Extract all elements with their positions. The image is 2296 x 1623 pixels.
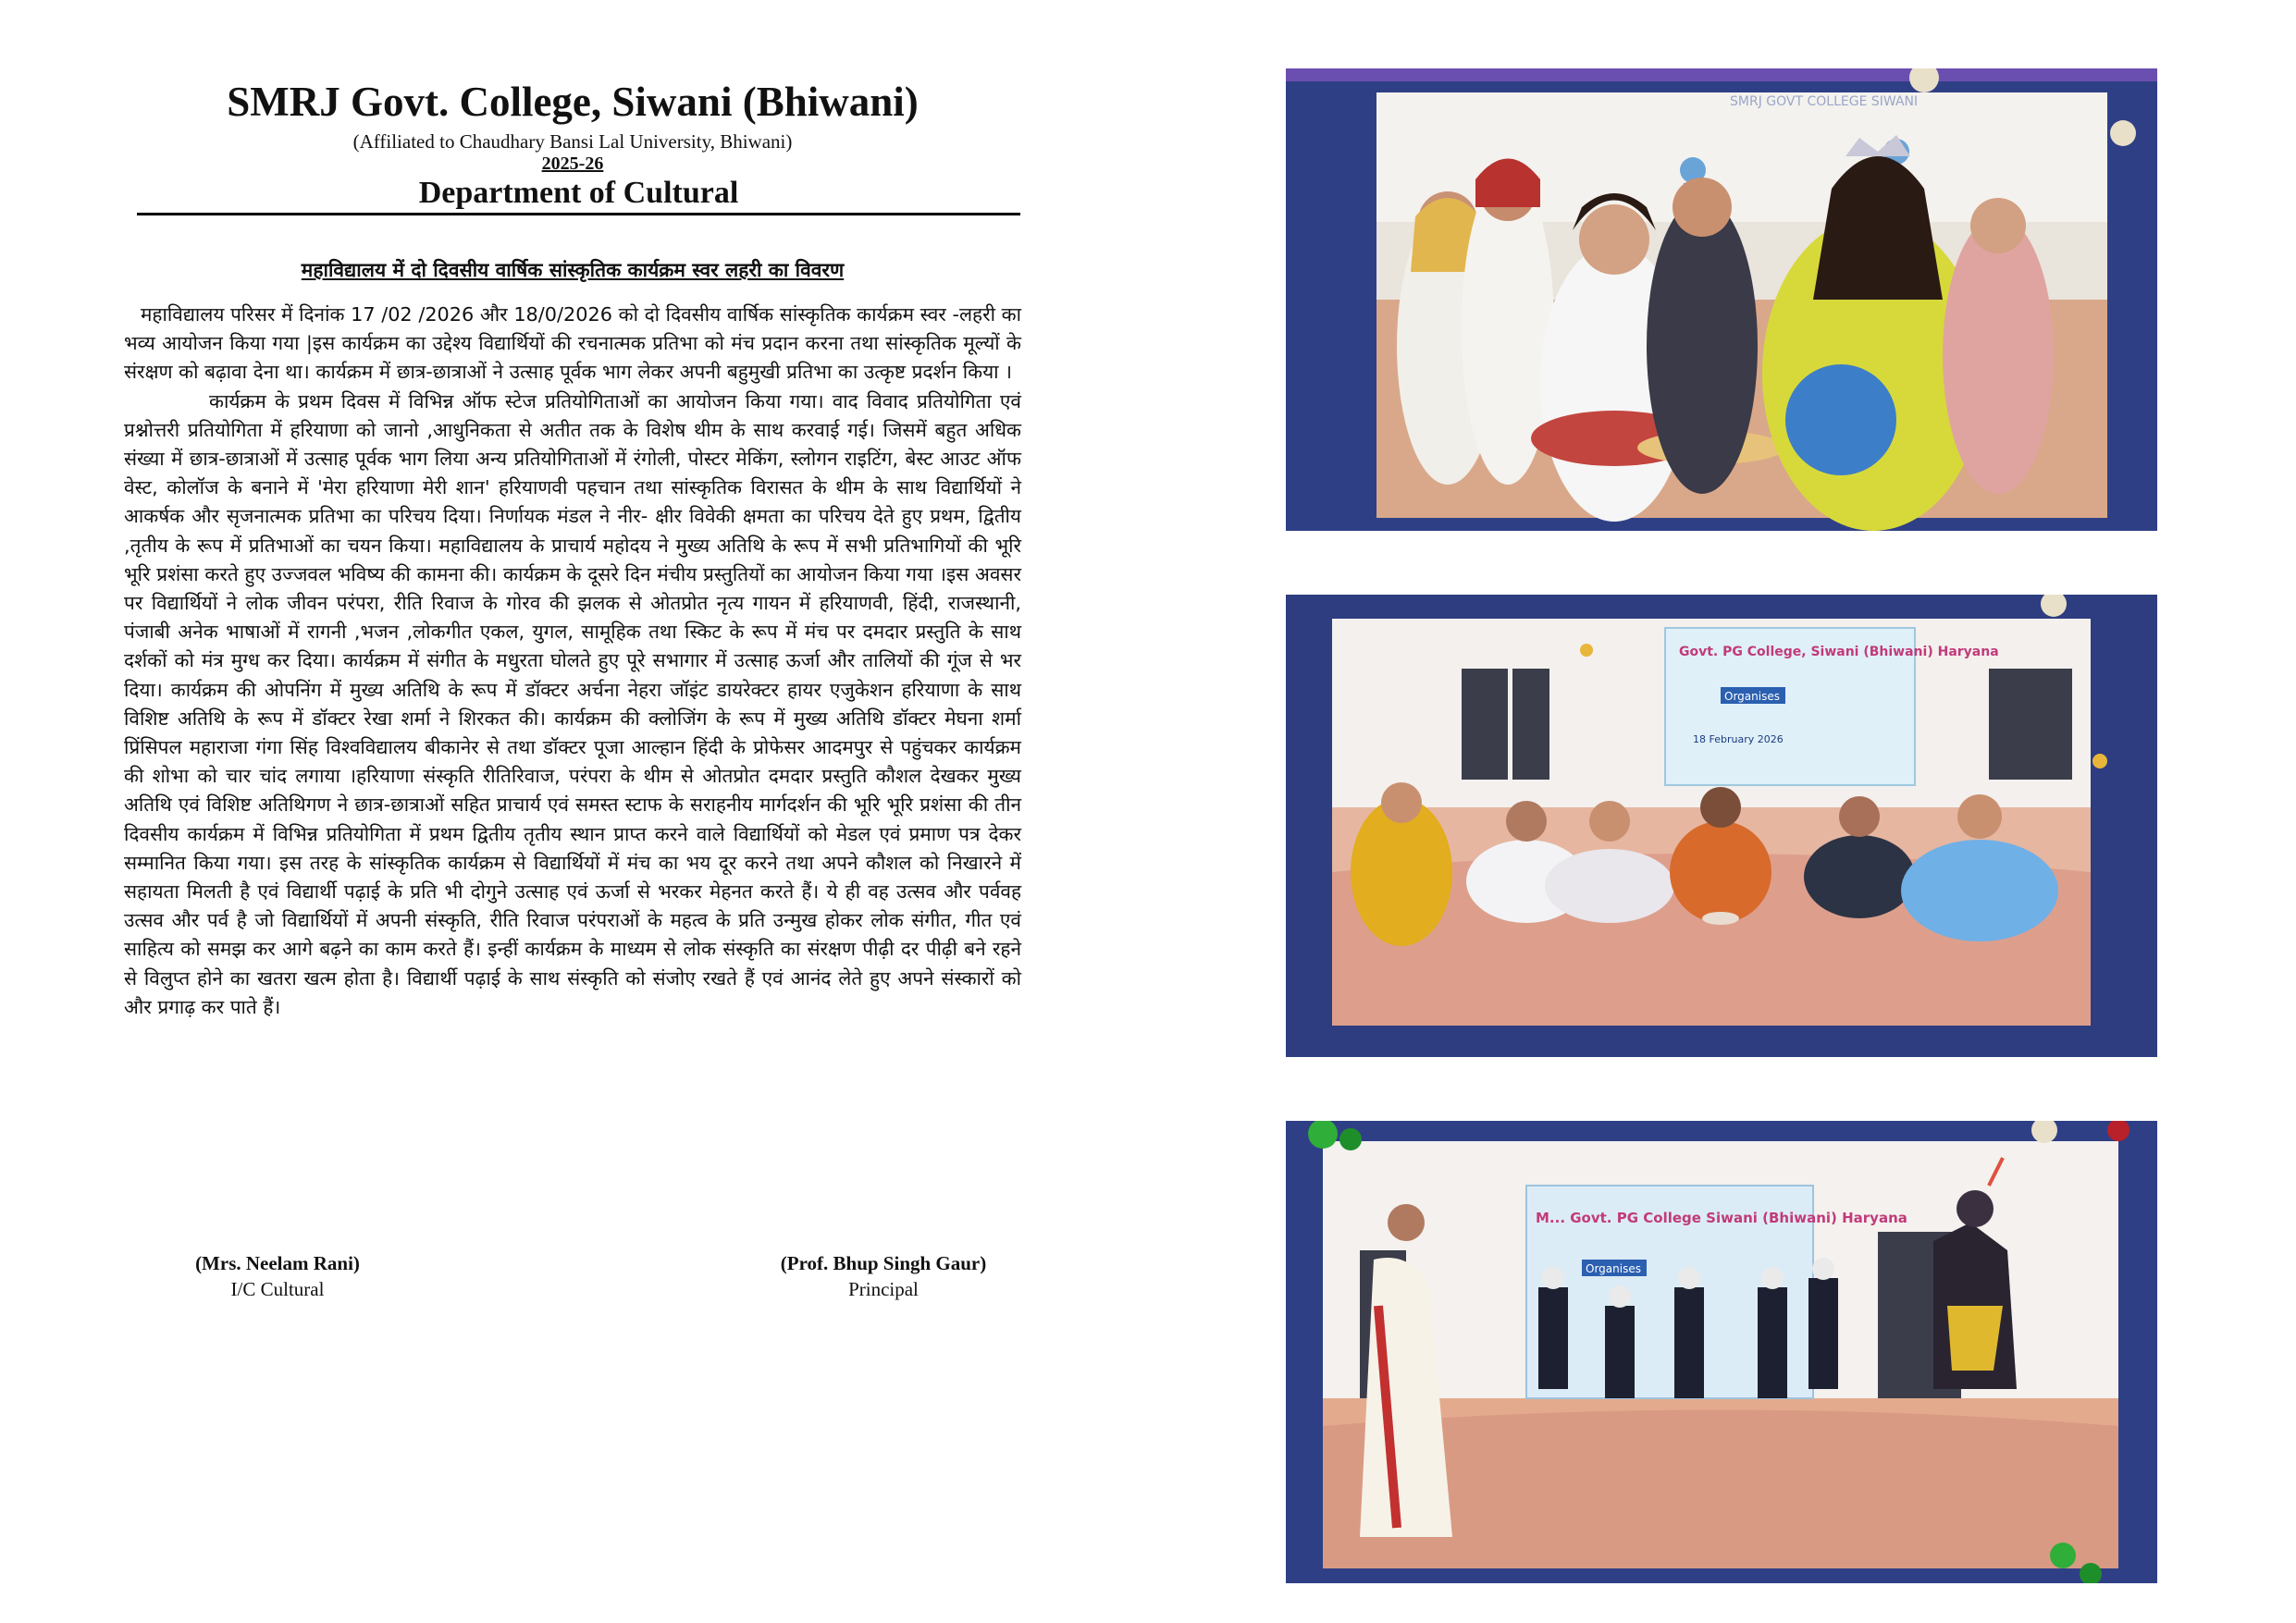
department-title: Department of Cultural [137,174,1020,215]
banner-sub: Organises [1724,690,1780,703]
report-paragraph-2: कार्यक्रम के प्रथम दिवस में विभिन्न ऑफ स्टेज प्रतियोगिताओं का आयोजन किया गया। वाद विवाद प्रतियोगिता एवं प्रश्नोत्तरी प्रतियोगिता में हरियाणा को जानो ,आधुनिकता से अतीत तक के विशेष थीम के साथ करवाई गई। जिसमें बहुत अधिक संख्या में छात्र-छात्राओं में उत्साह पूर्वक भाग लिया अन्य प्रतियोगिताओं में रंगोली, पोस्टर मेकिंग, स्लोगन राइटिंग, बेस्ट आउट ऑफ वेस्ट, कोलॉज के बनाने में 'मेरा हरियाणा मेरी शान' हरियाणवी पहचान तथा सांस्कृतिक विरासत के थीम के साथ विद्यार्थियों ने आकर्षक और सृजनात्मक प्रतिभा का परिचय दिया। निर्णायक मंडल ने नीर- क्षीर विवेकी क्षमता का परिचय देते हुए प्रथम, द्वितीय ,तृतीय के रूप में प्रतिभाओं का चयन किया। महाविद्यालय के प्राचार्य महोदय ने मुख्य अतिथि के रूप में सभी प्रतिभागियों की भूरि भूरि प्रशंसा करते हुए उज्जवल भविष्य की कामना की। कार्यक्रम के दूसरे दिन मंचीय प्रस्तुतियों का आयोजन किया गया ।इस अवसर पर विद्यार्थियों ने लोक जीवन परंपरा, रीति रिवाज के गोरव की झलक से ओतप्रोत नृत्य गायन में हरियाणवी, हिंदी, राजस्थानी, पंजाबी अनेक भाषाओं में रागनी ,भजन ,लोकगीत एकल, युगल, सामूहिक तथा स्किट के रूप में मंच पर दमदार प्रस्तुति के साथ दर्शकों को मंत्र मुग्ध कर दिया। कार्यक्रम में संगीत के मधुरता घोलते हुए पूरे सभागार में उत्साह ऊर्जा और तालियों की गूंज से भर दिया। कार्यक्रम की ओपनिंग में मुख्य अतिथि के रूप में डॉक्टर अर्चना नेहरा जॉइंट डायरेक्टर हायर एजुकेशन हरियाणा के साथ विशिष्ट अतिथि के रूप में डॉक्टर रेखा शर्मा ने शिरकत की। कार्यक्रम की क्लोजिंग के रूप में मुख्य अतिथि डॉक्टर मेघना शर्मा प्रिंसिपल महाराजा गंगा सिंह विश्वविद्यालय बीकानेर से तथा डॉक्टर पूजा आल्हान हिंदी के प्रोफेसर आदमपुर से पहुंचकर कार्यक्रम की शोभा को चार चांद लगाया ।हरियाणा संस्कृति रीतिरिवाज, परंपरा के थीम से ओतप्रोत दमदार प्रस्तुति कौशल देखकर मुख्य अतिथि एवं विशिष्ट अतिथिगण ने छात्र-छात्राओं सहित प्राचार्य एवं समस्त स्टाफ के सराहनीय मार्गदर्शन की भूरि भूरि प्रशंसा की तीन दिवसीय कार्यक्रम में विभिन्न प्रतियोगिता में प्रथम द्वितीय तृतीय स्थान प्राप्त करने वाले विद्यार्थियों को मेडल एवं प्रमाण पत्र देकर सम्मानित किया गया। इस तरह के सांस्कृतिक कार्यक्रम से विद्यार्थियों में मंच का भय दूर करने तथा अपने कौशल को निखारने में सहायता मिलती है एवं विद्यार्थी पढ़ाई के प्रति भी दोगुने उत्साह एवं ऊर्जा से भरकर मेहनत करते हैं। ये ही वह उत्सव और पर्ववह उत्सव और पर्व है जो विद्यार्थियों में अपनी संस्कृति, रीति रिवाज परंपराओं के महत्व के प्रति उन्मुख होकर लोक संगीत, गीत एवं साहित्य को समझ कर आगे बढ़ने का काम करते हैं। इन्हीं कार्यक्रम के माध्यम से लोक संस्कृति का संरक्षण पीढ़ी दर पीढ़ी बने रहने से विलुप्त होने का खतरा खत्म होता है। विद्यार्थी पढ़ाई के साथ संस्कृति को संजोए रखते हैं एवं आनंद लेते हुए अपने संस्कारों को और प्रगाढ़ कर पाते हैं। [124,389,1021,1018]
signature-ic-cultural [153,1250,402,1302]
college-name: SMRJ Govt. College, Siwani (Bhiwani) [227,79,919,125]
banner-title: Govt. PG College, Siwani (Bhiwani) Haryana [1679,645,1999,659]
event-photo-2 [1286,595,2157,1057]
event-photo-3 [1286,1121,2157,1583]
banner-title: M... Govt. PG College Siwani (Bhiwani) Haryana [1536,1210,1907,1226]
signatory-name: (Prof. Bhup Singh Gaur) [780,1252,987,1274]
affiliation-line: (Affiliated to Chaudhary Bansi Lal University, Bhiwani) [352,130,793,153]
banner-sub: Organises [1586,1262,1641,1275]
signatory-title: Principal [848,1278,919,1300]
event-photo-1 [1286,68,2157,531]
session-year: 2025-26 [541,154,604,174]
report-paragraph-1: महाविद्यालय परिसर में दिनांक 17 /02 /2026 और 18/0/2026 को दो दिवसीय वार्षिक सांस्कृतिक कार्यक्रम स्वर -लहरी का भव्य आयोजन किया गया |इस कार्यक्रम का उद्देश्य विद्यार्थियों की रचनात्मक प्रतिभा को मंच प्रदान करना तथा सांस्कृतिक मूल्यों के संरक्षण को बढ़ावा देना था। कार्यक्रम में छात्र-छात्राओं ने उत्साह पूर्वक भाग लेकर अपनी बहुमुखी प्रतिभा का उत्कृष्ट प्रदर्शन किया । [124,303,1021,384]
signatory-title: I/C Cultural [230,1278,325,1300]
report-column [124,74,1021,1022]
signature-principal [740,1250,1027,1302]
report-heading: महाविद्यालय में दो दिवसीय वार्षिक सांस्कृतिक कार्यक्रम स्वर लहरी का विवरण [301,259,845,281]
signatory-name: (Mrs. Neelam Rani) [195,1252,360,1274]
report-body [124,301,1021,1022]
wall-text: SMRJ GOVT COLLEGE SIWANI [1730,94,1919,109]
banner-date: 18 February 2026 [1693,733,1784,745]
